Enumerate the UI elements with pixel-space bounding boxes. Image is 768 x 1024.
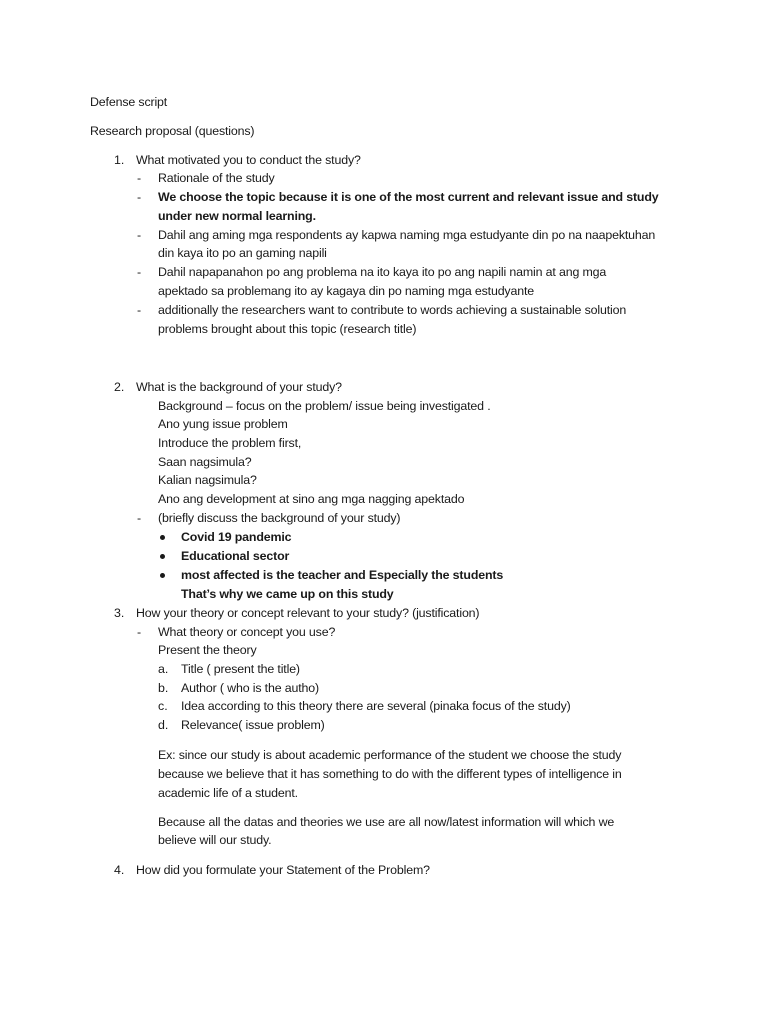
q3-ex-line-3: academic life of a student. bbox=[158, 786, 298, 800]
q1-dash-2: - bbox=[137, 190, 142, 204]
q3-question: How your theory or concept relevant to your study? (justification) bbox=[136, 606, 480, 620]
q3-lettered-b: Author ( who is the autho) bbox=[181, 681, 319, 695]
q3-letter-b: b. bbox=[158, 681, 169, 695]
q3-letter-c: c. bbox=[158, 699, 168, 713]
q1-item-5-cont: problems brought about this topic (research title) bbox=[158, 322, 417, 336]
q1-number: 1. bbox=[114, 153, 125, 167]
q2-line-4: Saan nagsimula? bbox=[158, 455, 252, 469]
q1-question: What motivated you to conduct the study? bbox=[136, 153, 361, 167]
q3-lettered-a: Title ( present the title) bbox=[181, 662, 300, 676]
q2-bullet-2-icon bbox=[160, 554, 165, 559]
q1-item-2: We choose the topic because it is one of the most current and relevant issue and study bbox=[158, 190, 659, 204]
q3-letter-d: d. bbox=[158, 718, 169, 732]
q1-item-1: Rationale of the study bbox=[158, 171, 275, 185]
q3-ex-line-2: because we believe that it has something to do with the different types of intelligence in bbox=[158, 767, 622, 781]
q1-dash-4: - bbox=[137, 265, 142, 279]
q2-line-1: Background – focus on the problem/ issue being investigated . bbox=[158, 399, 491, 413]
q2-bullet-2: Educational sector bbox=[181, 549, 290, 563]
q2-bullet-3: most affected is the teacher and Especially the students bbox=[181, 568, 504, 582]
q1-dash-3: - bbox=[137, 228, 142, 242]
q3-because-line-2: believe will our study. bbox=[158, 833, 272, 847]
q4-number: 4. bbox=[114, 863, 125, 877]
q2-question: What is the background of your study? bbox=[136, 380, 342, 394]
q1-dash-1: - bbox=[137, 171, 142, 185]
q3-dash-item: What theory or concept you use? bbox=[158, 625, 336, 639]
q3-letter-a: a. bbox=[158, 662, 169, 676]
q4-question: How did you formulate your Statement of the Problem? bbox=[136, 863, 430, 877]
q3-lettered-d: Relevance( issue problem) bbox=[181, 718, 325, 732]
q2-dash-item: (briefly discuss the background of your study) bbox=[158, 511, 401, 525]
q1-item-5: additionally the researchers want to contribute to words achieving a sustainable solution bbox=[158, 303, 627, 317]
q1-item-2-cont: under new normal learning. bbox=[158, 209, 316, 223]
q2-line-3: Introduce the problem first, bbox=[158, 436, 302, 450]
q2-bullet-3-icon bbox=[160, 573, 165, 578]
q1-item-4: Dahil napapanahon po ang problema na ito kaya ito po ang napili namin at ang mga bbox=[158, 265, 607, 279]
q3-lettered-c: Idea according to this theory there are several (pinaka focus of the study) bbox=[181, 699, 571, 713]
q3-present: Present the theory bbox=[158, 643, 257, 657]
document-subtitle: Research proposal (questions) bbox=[90, 124, 255, 138]
q2-line-6: Ano ang development at sino ang mga nagging apektado bbox=[158, 492, 465, 506]
document-title: Defense script bbox=[90, 95, 168, 109]
q3-dash: - bbox=[137, 625, 142, 639]
q2-dash: - bbox=[137, 511, 142, 525]
q1-dash-5: - bbox=[137, 303, 142, 317]
q1-item-3: Dahil ang aming mga respondents ay kapwa naming mga estudyante din po na naapektuhan bbox=[158, 228, 656, 242]
q2-bullet-1-icon bbox=[160, 535, 165, 540]
q3-number: 3. bbox=[114, 606, 125, 620]
q1-item-3-cont: din kaya ito po an gaming napili bbox=[158, 246, 327, 260]
q3-because-line-1: Because all the datas and theories we use are all now/latest information will which we bbox=[158, 815, 615, 829]
q2-number: 2. bbox=[114, 380, 125, 394]
q3-ex-line-1: Ex: since our study is about academic performance of the student we choose the study bbox=[158, 748, 622, 762]
q1-item-4-cont: apektado sa problemang ito ay kagaya din po naming mga estudyante bbox=[158, 284, 534, 298]
q2-bullet-cont: That’s why we came up on this study bbox=[181, 587, 394, 601]
q2-line-2: Ano yung issue problem bbox=[158, 417, 288, 431]
q2-bullet-1: Covid 19 pandemic bbox=[181, 530, 292, 544]
q2-line-5: Kalian nagsimula? bbox=[158, 473, 257, 487]
